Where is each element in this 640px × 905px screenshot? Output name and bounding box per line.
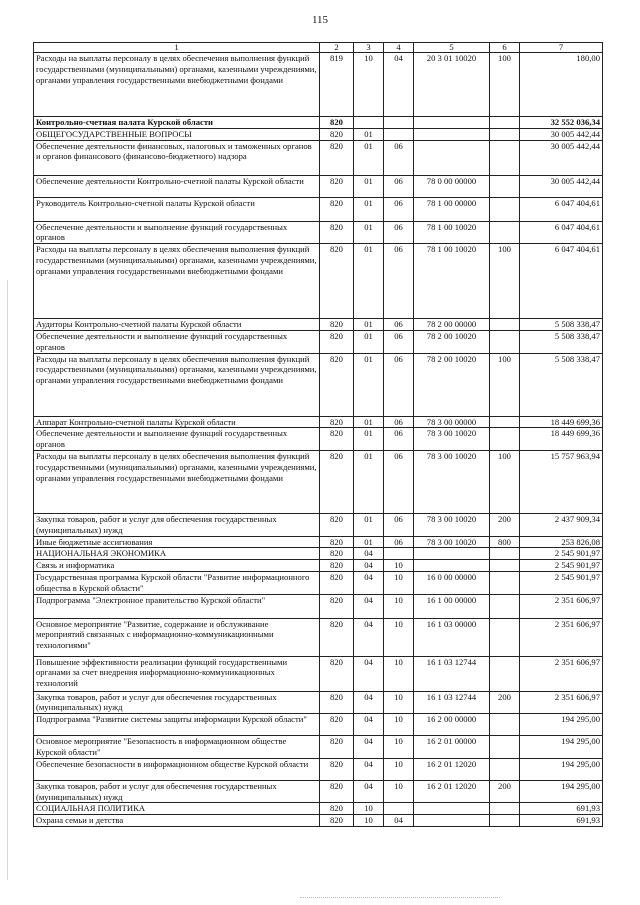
cell-amount: 2 437 909,34 bbox=[520, 513, 603, 536]
cell-expense-type: 100 bbox=[490, 353, 520, 416]
cell-expense-type: 200 bbox=[490, 513, 520, 536]
cell-section: 01 bbox=[354, 128, 384, 140]
cell-chapter: 820 bbox=[320, 244, 354, 319]
cell-section: 01 bbox=[354, 244, 384, 319]
cell-chapter: 820 bbox=[320, 221, 354, 244]
cell-section: 10 bbox=[354, 815, 384, 827]
cell-subsection bbox=[384, 803, 414, 815]
cell-expense-type bbox=[490, 656, 520, 691]
cell-expense-type: 200 bbox=[490, 691, 520, 714]
header-col-6: 6 bbox=[490, 43, 520, 53]
cell-name: Расходы на выплаты персоналу в целях обеспечения выполнения функций государственными (муниципальными) органами, казенными учреждениями, органами управления государственными внебюджетными фондами bbox=[34, 53, 320, 117]
table-row bbox=[34, 450, 603, 513]
scan-artifact-line bbox=[7, 280, 8, 880]
cell-target-article: 78 2 00 10020 bbox=[414, 330, 490, 353]
cell-chapter: 820 bbox=[320, 140, 354, 175]
table-row bbox=[34, 758, 603, 780]
cell-target-article: 78 3 00 10020 bbox=[414, 513, 490, 536]
cell-subsection: 06 bbox=[384, 513, 414, 536]
cell-amount: 30 005 442,44 bbox=[520, 128, 603, 140]
cell-target-article bbox=[414, 117, 490, 129]
cell-expense-type bbox=[490, 548, 520, 560]
cell-amount: 32 552 036,34 bbox=[520, 117, 603, 129]
cell-target-article bbox=[414, 128, 490, 140]
cell-section: 04 bbox=[354, 548, 384, 560]
cell-subsection: 10 bbox=[384, 656, 414, 691]
cell-expense-type bbox=[490, 416, 520, 428]
cell-amount: 2 351 606,97 bbox=[520, 594, 603, 618]
cell-expense-type bbox=[490, 571, 520, 594]
cell-target-article bbox=[414, 548, 490, 560]
cell-chapter: 820 bbox=[320, 353, 354, 416]
cell-chapter: 820 bbox=[320, 128, 354, 140]
cell-section: 01 bbox=[354, 450, 384, 513]
cell-section: 04 bbox=[354, 691, 384, 714]
table-row bbox=[34, 513, 603, 536]
cell-target-article bbox=[414, 140, 490, 175]
table-row bbox=[34, 548, 603, 560]
cell-amount: 2 351 606,97 bbox=[520, 691, 603, 714]
cell-name: Связь и информатика bbox=[34, 560, 320, 572]
cell-chapter: 820 bbox=[320, 560, 354, 572]
cell-expense-type: 100 bbox=[490, 450, 520, 513]
table-row bbox=[34, 128, 603, 140]
cell-expense-type bbox=[490, 319, 520, 331]
cell-chapter: 820 bbox=[320, 319, 354, 331]
cell-section: 04 bbox=[354, 618, 384, 656]
cell-expense-type bbox=[490, 758, 520, 780]
cell-chapter: 820 bbox=[320, 428, 354, 451]
cell-target-article: 78 3 00 10020 bbox=[414, 536, 490, 548]
header-col-3: 3 bbox=[354, 43, 384, 53]
cell-section: 04 bbox=[354, 736, 384, 759]
cell-chapter: 820 bbox=[320, 803, 354, 815]
cell-expense-type bbox=[490, 560, 520, 572]
cell-amount: 194 295,00 bbox=[520, 736, 603, 759]
cell-target-article: 78 1 00 10020 bbox=[414, 244, 490, 319]
cell-expense-type bbox=[490, 815, 520, 827]
cell-subsection: 06 bbox=[384, 197, 414, 221]
table-row bbox=[34, 803, 603, 815]
cell-chapter: 820 bbox=[320, 656, 354, 691]
table-row bbox=[34, 618, 603, 656]
cell-name: Обеспечение деятельности и выполнение функций государственных органов bbox=[34, 330, 320, 353]
cell-target-article: 78 3 00 10020 bbox=[414, 450, 490, 513]
cell-target-article: 16 1 03 12744 bbox=[414, 656, 490, 691]
cell-amount: 194 295,00 bbox=[520, 714, 603, 736]
cell-name: Основное мероприятие "Безопасность в информационном обществе Курской области" bbox=[34, 736, 320, 759]
cell-expense-type: 800 bbox=[490, 536, 520, 548]
cell-name: НАЦИОНАЛЬНАЯ ЭКОНОМИКА bbox=[34, 548, 320, 560]
cell-section: 01 bbox=[354, 330, 384, 353]
cell-target-article: 78 3 00 00000 bbox=[414, 416, 490, 428]
cell-chapter: 820 bbox=[320, 736, 354, 759]
cell-name: Основное мероприятие "Развитие, содержание и обслуживание мероприятий связанных с информационно-коммуникационными технологиями" bbox=[34, 618, 320, 656]
cell-expense-type bbox=[490, 428, 520, 451]
cell-amount: 30 005 442,44 bbox=[520, 175, 603, 197]
cell-section: 01 bbox=[354, 221, 384, 244]
table-row bbox=[34, 656, 603, 691]
table-row bbox=[34, 714, 603, 736]
cell-name: Подпрограмма "Развитие системы защиты информации Курской области" bbox=[34, 714, 320, 736]
cell-section: 01 bbox=[354, 197, 384, 221]
cell-subsection: 06 bbox=[384, 244, 414, 319]
table-header bbox=[34, 43, 603, 53]
cell-target-article: 78 1 00 10020 bbox=[414, 221, 490, 244]
cell-chapter: 820 bbox=[320, 330, 354, 353]
table-row bbox=[34, 353, 603, 416]
cell-subsection: 06 bbox=[384, 536, 414, 548]
cell-amount: 691,93 bbox=[520, 803, 603, 815]
cell-amount: 5 508 338,47 bbox=[520, 353, 603, 416]
table-row bbox=[34, 319, 603, 331]
cell-amount: 18 449 699,36 bbox=[520, 428, 603, 451]
header-col-7: 7 bbox=[520, 43, 603, 53]
table-row bbox=[34, 221, 603, 244]
cell-amount: 691,93 bbox=[520, 815, 603, 827]
cell-subsection: 06 bbox=[384, 416, 414, 428]
cell-amount: 2 545 901,97 bbox=[520, 548, 603, 560]
cell-name: Охрана семьи и детства bbox=[34, 815, 320, 827]
cell-amount: 2 545 901,97 bbox=[520, 571, 603, 594]
table-row bbox=[34, 815, 603, 827]
table-row bbox=[34, 560, 603, 572]
cell-target-article: 78 3 00 10020 bbox=[414, 428, 490, 451]
header-col-4: 4 bbox=[384, 43, 414, 53]
cell-target-article: 16 1 03 00000 bbox=[414, 618, 490, 656]
cell-expense-type: 200 bbox=[490, 780, 520, 803]
table-row bbox=[34, 416, 603, 428]
cell-section: 04 bbox=[354, 594, 384, 618]
cell-name: Контрольно-счетная палата Курской области bbox=[34, 117, 320, 129]
cell-section bbox=[354, 117, 384, 129]
cell-name: Обеспечение деятельности и выполнение функций государственных органов bbox=[34, 428, 320, 451]
cell-section: 04 bbox=[354, 571, 384, 594]
cell-expense-type: 100 bbox=[490, 53, 520, 117]
cell-chapter: 820 bbox=[320, 548, 354, 560]
cell-target-article bbox=[414, 560, 490, 572]
cell-target-article: 16 2 00 00000 bbox=[414, 714, 490, 736]
cell-subsection: 10 bbox=[384, 618, 414, 656]
cell-expense-type bbox=[490, 197, 520, 221]
cell-expense-type bbox=[490, 594, 520, 618]
cell-subsection: 06 bbox=[384, 428, 414, 451]
table-row bbox=[34, 140, 603, 175]
cell-subsection bbox=[384, 117, 414, 129]
cell-subsection bbox=[384, 548, 414, 560]
cell-name: ОБЩЕГОСУДАРСТВЕННЫЕ ВОПРОСЫ bbox=[34, 128, 320, 140]
cell-section: 01 bbox=[354, 140, 384, 175]
cell-section: 01 bbox=[354, 428, 384, 451]
cell-target-article: 16 2 01 00000 bbox=[414, 736, 490, 759]
cell-name: Повышение эффективности реализации функций государственными органами за счет внедрения информационно-коммуникационных технологий bbox=[34, 656, 320, 691]
cell-expense-type bbox=[490, 128, 520, 140]
cell-subsection: 10 bbox=[384, 691, 414, 714]
table-row bbox=[34, 571, 603, 594]
budget-table bbox=[33, 42, 603, 827]
cell-chapter: 820 bbox=[320, 758, 354, 780]
cell-name: Расходы на выплаты персоналу в целях обеспечения выполнения функций государственными (муниципальными) органами, казенными учреждениями, органами управления государственными внебюджетными фондами bbox=[34, 450, 320, 513]
cell-amount: 30 005 442,44 bbox=[520, 140, 603, 175]
cell-expense-type bbox=[490, 330, 520, 353]
cell-name: Обеспечение деятельности и выполнение функций государственных органов bbox=[34, 221, 320, 244]
cell-amount: 15 757 963,94 bbox=[520, 450, 603, 513]
cell-subsection: 10 bbox=[384, 758, 414, 780]
cell-amount: 253 826,08 bbox=[520, 536, 603, 548]
cell-name: Обеспечение деятельности финансовых, налоговых и таможенных органов и органов финансового (финансово-бюджетного) надзора bbox=[34, 140, 320, 175]
cell-target-article: 16 1 00 00000 bbox=[414, 594, 490, 618]
cell-amount: 194 295,00 bbox=[520, 758, 603, 780]
table-row bbox=[34, 244, 603, 319]
cell-chapter: 819 bbox=[320, 53, 354, 117]
cell-chapter: 820 bbox=[320, 175, 354, 197]
table-row bbox=[34, 53, 603, 117]
cell-amount: 18 449 699,36 bbox=[520, 416, 603, 428]
table-row bbox=[34, 691, 603, 714]
cell-subsection: 04 bbox=[384, 53, 414, 117]
cell-target-article: 78 2 00 10020 bbox=[414, 353, 490, 416]
cell-amount: 6 047 404,61 bbox=[520, 244, 603, 319]
cell-subsection: 10 bbox=[384, 780, 414, 803]
cell-expense-type bbox=[490, 175, 520, 197]
cell-expense-type bbox=[490, 714, 520, 736]
cell-expense-type bbox=[490, 736, 520, 759]
cell-name: Руководитель Контрольно-счетной палаты Курской области bbox=[34, 197, 320, 221]
cell-amount: 2 351 606,97 bbox=[520, 618, 603, 656]
cell-subsection: 06 bbox=[384, 221, 414, 244]
cell-expense-type bbox=[490, 221, 520, 244]
cell-subsection: 06 bbox=[384, 330, 414, 353]
cell-section: 04 bbox=[354, 560, 384, 572]
cell-target-article: 78 2 00 00000 bbox=[414, 319, 490, 331]
cell-target-article: 20 3 01 10020 bbox=[414, 53, 490, 117]
cell-expense-type: 100 bbox=[490, 244, 520, 319]
page-number: 115 bbox=[311, 14, 329, 26]
cell-subsection: 10 bbox=[384, 736, 414, 759]
cell-name: СОЦИАЛЬНАЯ ПОЛИТИКА bbox=[34, 803, 320, 815]
cell-name: Подпрограмма "Электронное правительство Курской области" bbox=[34, 594, 320, 618]
cell-chapter: 820 bbox=[320, 197, 354, 221]
cell-chapter: 820 bbox=[320, 714, 354, 736]
cell-subsection: 06 bbox=[384, 353, 414, 416]
table-row bbox=[34, 536, 603, 548]
header-col-1: 1 bbox=[34, 43, 320, 53]
table-row bbox=[34, 197, 603, 221]
cell-name: Закупка товаров, работ и услуг для обеспечения государственных (муниципальных) нужд bbox=[34, 513, 320, 536]
cell-section: 04 bbox=[354, 714, 384, 736]
table-row bbox=[34, 736, 603, 759]
cell-chapter: 820 bbox=[320, 513, 354, 536]
cell-target-article: 16 2 01 12020 bbox=[414, 758, 490, 780]
cell-chapter: 820 bbox=[320, 416, 354, 428]
cell-subsection: 10 bbox=[384, 714, 414, 736]
header-row bbox=[34, 43, 603, 53]
table-row bbox=[34, 175, 603, 197]
cell-subsection: 06 bbox=[384, 140, 414, 175]
table-row bbox=[34, 594, 603, 618]
cell-name: Обеспечение деятельности Контрольно-счетной палаты Курской области bbox=[34, 175, 320, 197]
cell-subsection: 06 bbox=[384, 319, 414, 331]
table-row bbox=[34, 117, 603, 129]
cell-amount: 180,00 bbox=[520, 53, 603, 117]
cell-amount: 2 351 606,97 bbox=[520, 656, 603, 691]
cell-name: Обеспечение безопасности в информационном обществе Курской области bbox=[34, 758, 320, 780]
cell-subsection: 06 bbox=[384, 450, 414, 513]
cell-name: Закупка товаров, работ и услуг для обеспечения государственных (муниципальных) нужд bbox=[34, 691, 320, 714]
cell-amount: 2 545 901,97 bbox=[520, 560, 603, 572]
cell-expense-type bbox=[490, 140, 520, 175]
cell-subsection bbox=[384, 128, 414, 140]
cell-amount: 194 295,00 bbox=[520, 780, 603, 803]
cell-chapter: 820 bbox=[320, 594, 354, 618]
cell-amount: 6 047 404,61 bbox=[520, 221, 603, 244]
cell-section: 01 bbox=[354, 353, 384, 416]
header-col-5: 5 bbox=[414, 43, 490, 53]
cell-amount: 5 508 338,47 bbox=[520, 330, 603, 353]
table-row bbox=[34, 780, 603, 803]
cell-section: 10 bbox=[354, 53, 384, 117]
cell-subsection: 04 bbox=[384, 815, 414, 827]
cell-section: 01 bbox=[354, 513, 384, 536]
table-row bbox=[34, 330, 603, 353]
cell-name: Аудиторы Контрольно-счетной палаты Курской области bbox=[34, 319, 320, 331]
cell-target-article: 16 2 01 12020 bbox=[414, 780, 490, 803]
cell-name: Аппарат Контрольно-счетной палаты Курской области bbox=[34, 416, 320, 428]
cell-subsection: 10 bbox=[384, 594, 414, 618]
cell-expense-type bbox=[490, 618, 520, 656]
cell-section: 01 bbox=[354, 416, 384, 428]
cell-chapter: 820 bbox=[320, 571, 354, 594]
cell-subsection: 10 bbox=[384, 560, 414, 572]
cell-amount: 5 508 338,47 bbox=[520, 319, 603, 331]
cell-chapter: 820 bbox=[320, 691, 354, 714]
cell-section: 01 bbox=[354, 319, 384, 331]
cell-target-article: 78 0 00 00000 bbox=[414, 175, 490, 197]
cell-name: Расходы на выплаты персоналу в целях обеспечения выполнения функций государственными (муниципальными) органами, казенными учреждениями, органами управления государственными внебюджетными фондами bbox=[34, 244, 320, 319]
table-body bbox=[34, 53, 603, 827]
cell-section: 01 bbox=[354, 175, 384, 197]
cell-name: Расходы на выплаты персоналу в целях обеспечения выполнения функций государственными (муниципальными) органами, казенными учреждениями, органами управления государственными внебюджетными фондами bbox=[34, 353, 320, 416]
cell-subsection: 06 bbox=[384, 175, 414, 197]
cell-name: Иные бюджетные ассигнования bbox=[34, 536, 320, 548]
cell-target-article: 16 1 03 12744 bbox=[414, 691, 490, 714]
cell-chapter: 820 bbox=[320, 815, 354, 827]
cell-chapter: 820 bbox=[320, 536, 354, 548]
cell-name: Государственная программа Курской области "Развитие информационного общества в Курской области" bbox=[34, 571, 320, 594]
header-col-2: 2 bbox=[320, 43, 354, 53]
cell-section: 04 bbox=[354, 758, 384, 780]
table-row bbox=[34, 428, 603, 451]
cell-chapter: 820 bbox=[320, 618, 354, 656]
cell-target-article: 16 0 00 00000 bbox=[414, 571, 490, 594]
cell-section: 10 bbox=[354, 803, 384, 815]
cell-chapter: 820 bbox=[320, 780, 354, 803]
cell-section: 01 bbox=[354, 536, 384, 548]
cell-target-article bbox=[414, 803, 490, 815]
cell-chapter: 820 bbox=[320, 450, 354, 513]
cell-expense-type bbox=[490, 117, 520, 129]
cell-section: 04 bbox=[354, 656, 384, 691]
cell-subsection: 10 bbox=[384, 571, 414, 594]
cell-expense-type bbox=[490, 803, 520, 815]
cell-target-article: 78 1 00 00000 bbox=[414, 197, 490, 221]
cell-amount: 6 047 404,61 bbox=[520, 197, 603, 221]
cell-section: 04 bbox=[354, 780, 384, 803]
cell-chapter: 820 bbox=[320, 117, 354, 129]
scan-footer-mark bbox=[300, 897, 500, 899]
cell-name: Закупка товаров, работ и услуг для обеспечения государственных (муниципальных) нужд bbox=[34, 780, 320, 803]
cell-target-article bbox=[414, 815, 490, 827]
